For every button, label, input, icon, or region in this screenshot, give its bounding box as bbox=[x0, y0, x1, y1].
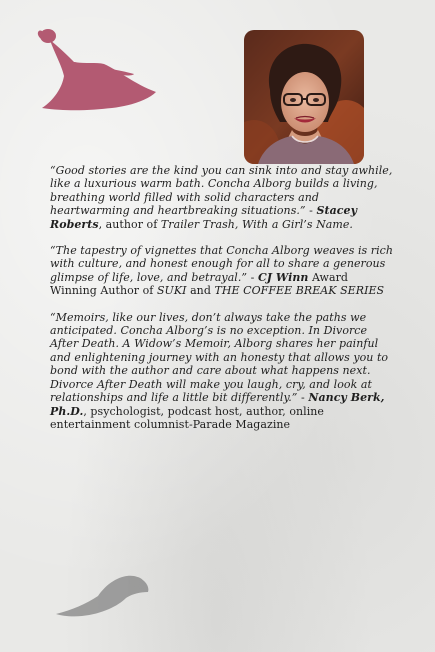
quote-author: Nancy Berk, Ph.D. bbox=[50, 391, 385, 418]
quote-author-title: , psychologist, podcast host, author, online entertainment columnist-Parade Magazine bbox=[50, 404, 324, 431]
quote-author: Stacey Roberts bbox=[50, 204, 358, 231]
quote-text: “The tapestry of vignettes that Concha Alborg weaves is rich with culture, and honest enough for all to share a generous glimpse of life, love, and betrayal.” bbox=[50, 244, 394, 284]
quote-separator: - bbox=[305, 204, 317, 218]
quote-book: THE COFFEE BREAK SERIES bbox=[214, 284, 385, 298]
flying-woman-shadow-icon bbox=[52, 570, 152, 618]
quote-separator: - bbox=[247, 270, 258, 284]
quote-separator: - bbox=[297, 391, 309, 405]
quote-author-title: Award Winning Author of bbox=[50, 270, 348, 298]
author-photo bbox=[244, 30, 364, 164]
testimonial-3 bbox=[50, 311, 395, 432]
quote-author: CJ Winn bbox=[257, 270, 309, 284]
quote-text: “Memoirs, like our lives, don’t always take the paths we anticipated. Concha Alborg’s is no exception. In Divorce After Death. A Widow’s Memoir, Alborg shares her painful and enlightening journey with an honesty that allows you to bond with the author and care about what happens next. Divorce After Death will make you laugh, cry, and look at relationships and life a little bit differently.” bbox=[50, 310, 389, 405]
flying-woman-icon bbox=[34, 26, 164, 114]
quote-text: “Good stories are the kind you can sink into and stay awhile, like a luxurious warm bath. Concha Alborg builds a living, breathing world filled with solid characters and heartwarming and heartbreaking situations.” bbox=[50, 164, 393, 218]
testimonial-1 bbox=[50, 164, 395, 231]
quote-book: Trailer Trash, With a Girl’s Name. bbox=[160, 217, 353, 231]
testimonial-2 bbox=[50, 244, 395, 298]
quote-author-title: , author of bbox=[98, 217, 161, 231]
quote-conjunction: and bbox=[186, 284, 215, 298]
testimonials bbox=[50, 164, 395, 444]
quote-book: SUKI bbox=[156, 284, 187, 298]
